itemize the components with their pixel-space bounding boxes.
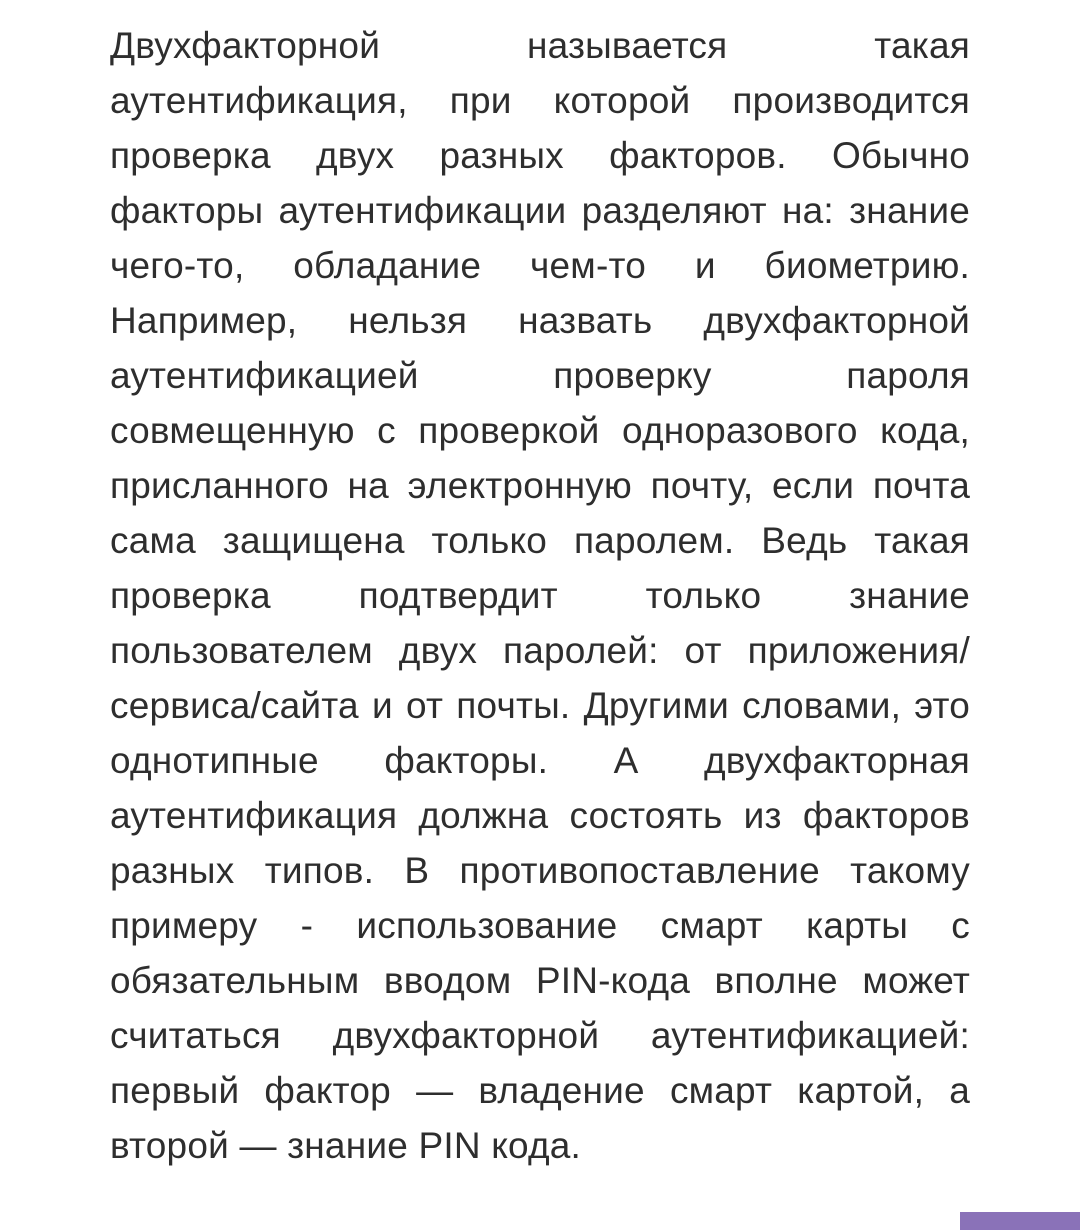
article-paragraph: Двухфакторной называется такая аутентификация, при которой производится проверка двух разных факторов. Обычно факторы аутентификации разделяют на: знание чего-то, обладание чем-то и биометрию. Например, нельзя назвать двухфакторной аутентификацией проверку пароля совмещенную с проверкой одноразового кода, присланного на электронную почту, если почта сама защищена только паролем. Ведь такая проверка подтвердит только знание пользователем двух паролей: от приложения/ сервиса/сайта и от почты. Другими словами, это однотипные факторы. А двухфакторная аутентификация должна состоять из факторов разных типов. В противопоставление такому примеру - использование смарт карты с обязательным вводом PIN-кода вполне может считаться двухфакторной аутентификацией: первый фактор — владение смарт картой, а второй — знание PIN кода.	[110, 25, 970, 1166]
accent-bar	[960, 1212, 1080, 1230]
